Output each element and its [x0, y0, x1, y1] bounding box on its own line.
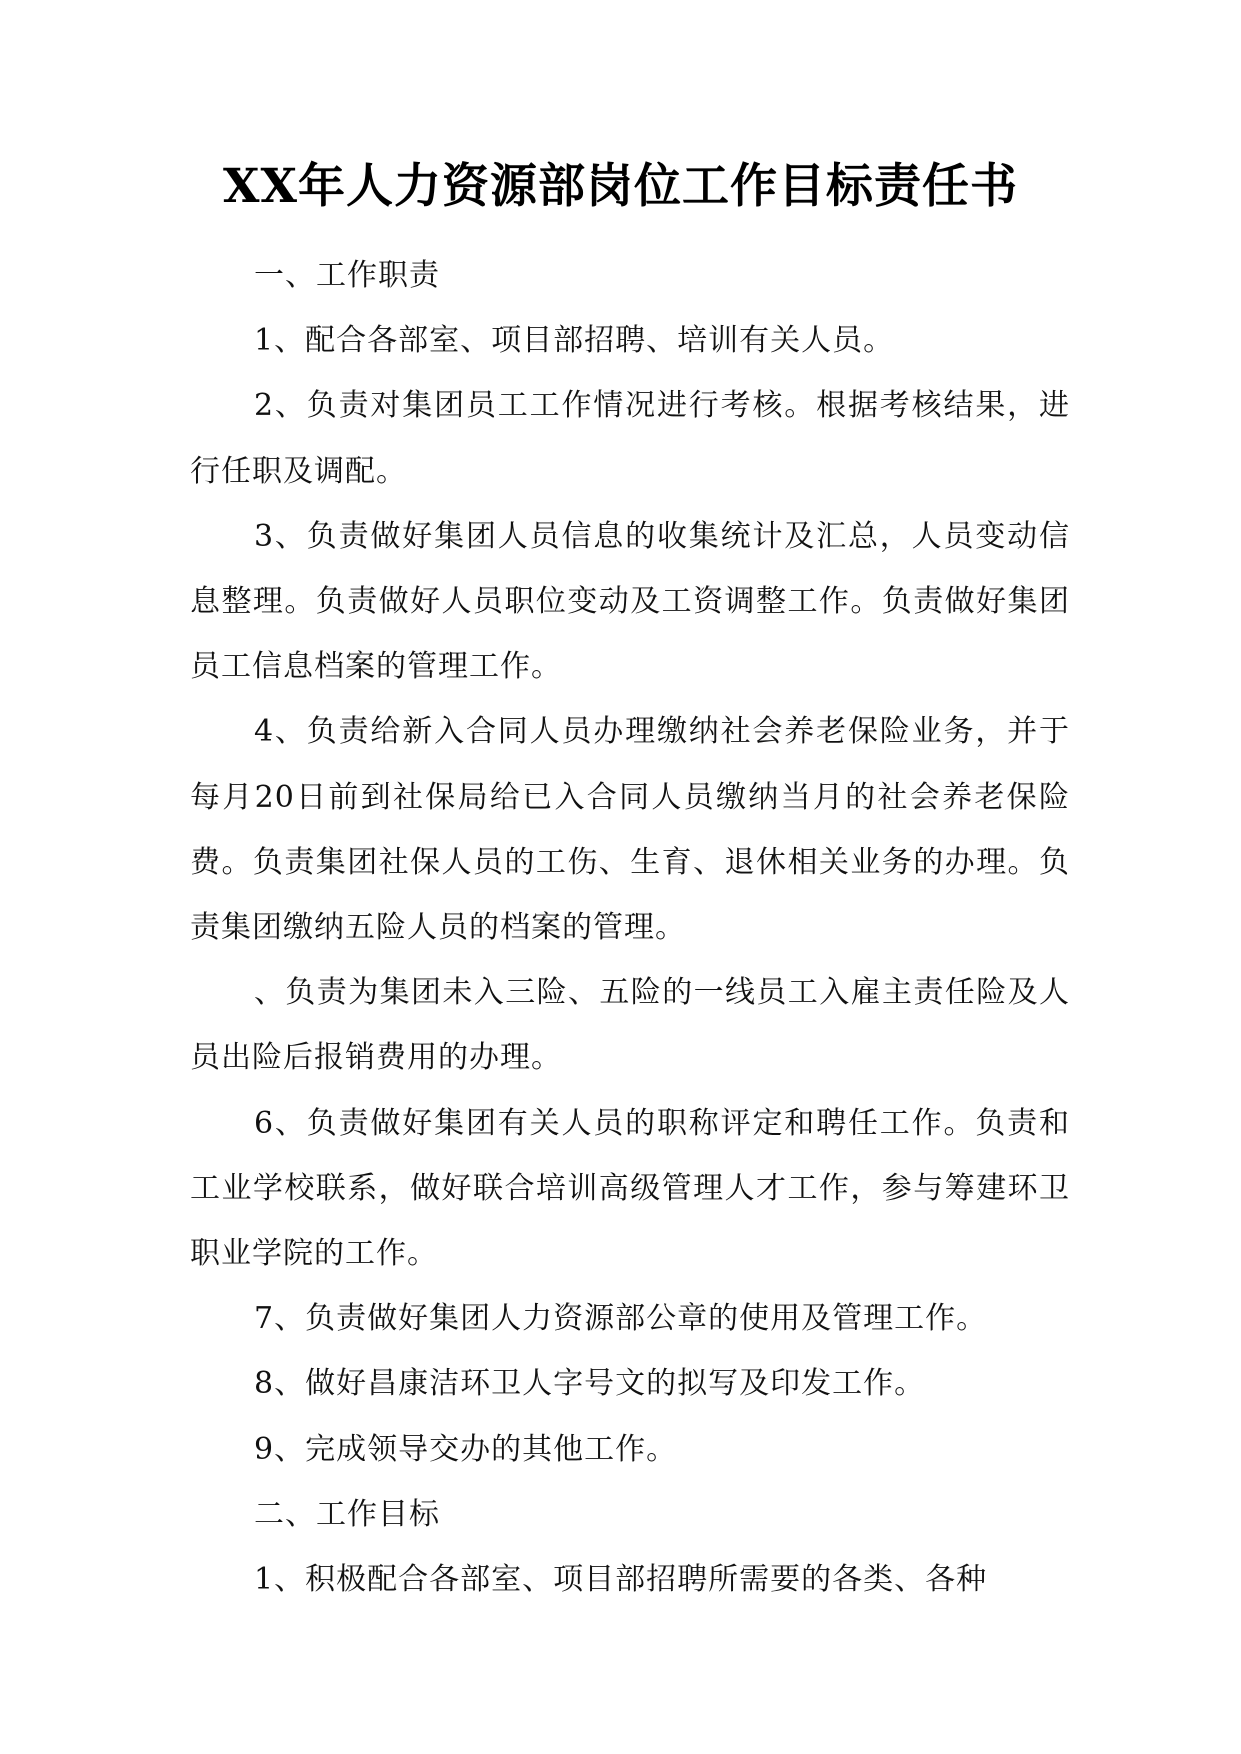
document-title: XX年人力资源部岗位工作目标责任书 — [223, 159, 1018, 214]
duty-item-2: 2、负责对集团员工工作情况进行考核。根据考核结果，进行任职及调配。 — [190, 388, 1070, 489]
section-heading-duties: 一、工作职责 — [254, 258, 440, 293]
goal-item-1: 1、积极配合各部室、项目部招聘所需要的各类、各种 — [254, 1562, 988, 1598]
duty-item-3: 3、负责做好集团人员信息的收集统计及汇总，人员变动信息整理。负责做好人员职位变动及工资调整工作。负责做好集团员工信息档案的管理工作。 — [190, 518, 1070, 685]
document-body — [190, 243, 1070, 1612]
duty-item-8: 8、做好昌康洁环卫人字号文的拟写及印发工作。 — [254, 1366, 926, 1402]
duty-item-7: 7、负责做好集团人力资源部公章的使用及管理工作。 — [254, 1301, 988, 1337]
duty-item-4: 4、负责给新入合同人员办理缴纳社会养老保险业务，并于每月20日前到社保局给已入合同人员缴纳当月的社会养老保险费。负责集团社保人员的工伤、生育、退休相关业务的办理。负责集团缴纳五险人员的档案的管理。 — [190, 714, 1070, 946]
duty-item-5: 、负责为集团未入三险、五险的一线员工入雇主责任险及人员出险后报销费用的办理。 — [190, 975, 1070, 1076]
section-heading-goals: 二、工作目标 — [254, 1496, 440, 1532]
duty-item-1: 1、配合各部室、项目部招聘、培训有关人员。 — [254, 323, 895, 359]
duty-item-6: 6、负责做好集团有关人员的职称评定和聘任工作。负责和工业学校联系，做好联合培训高级管理人才工作，参与筹建环卫职业学院的工作。 — [190, 1105, 1070, 1272]
duty-item-9: 9、完成领导交办的其他工作。 — [254, 1431, 678, 1467]
